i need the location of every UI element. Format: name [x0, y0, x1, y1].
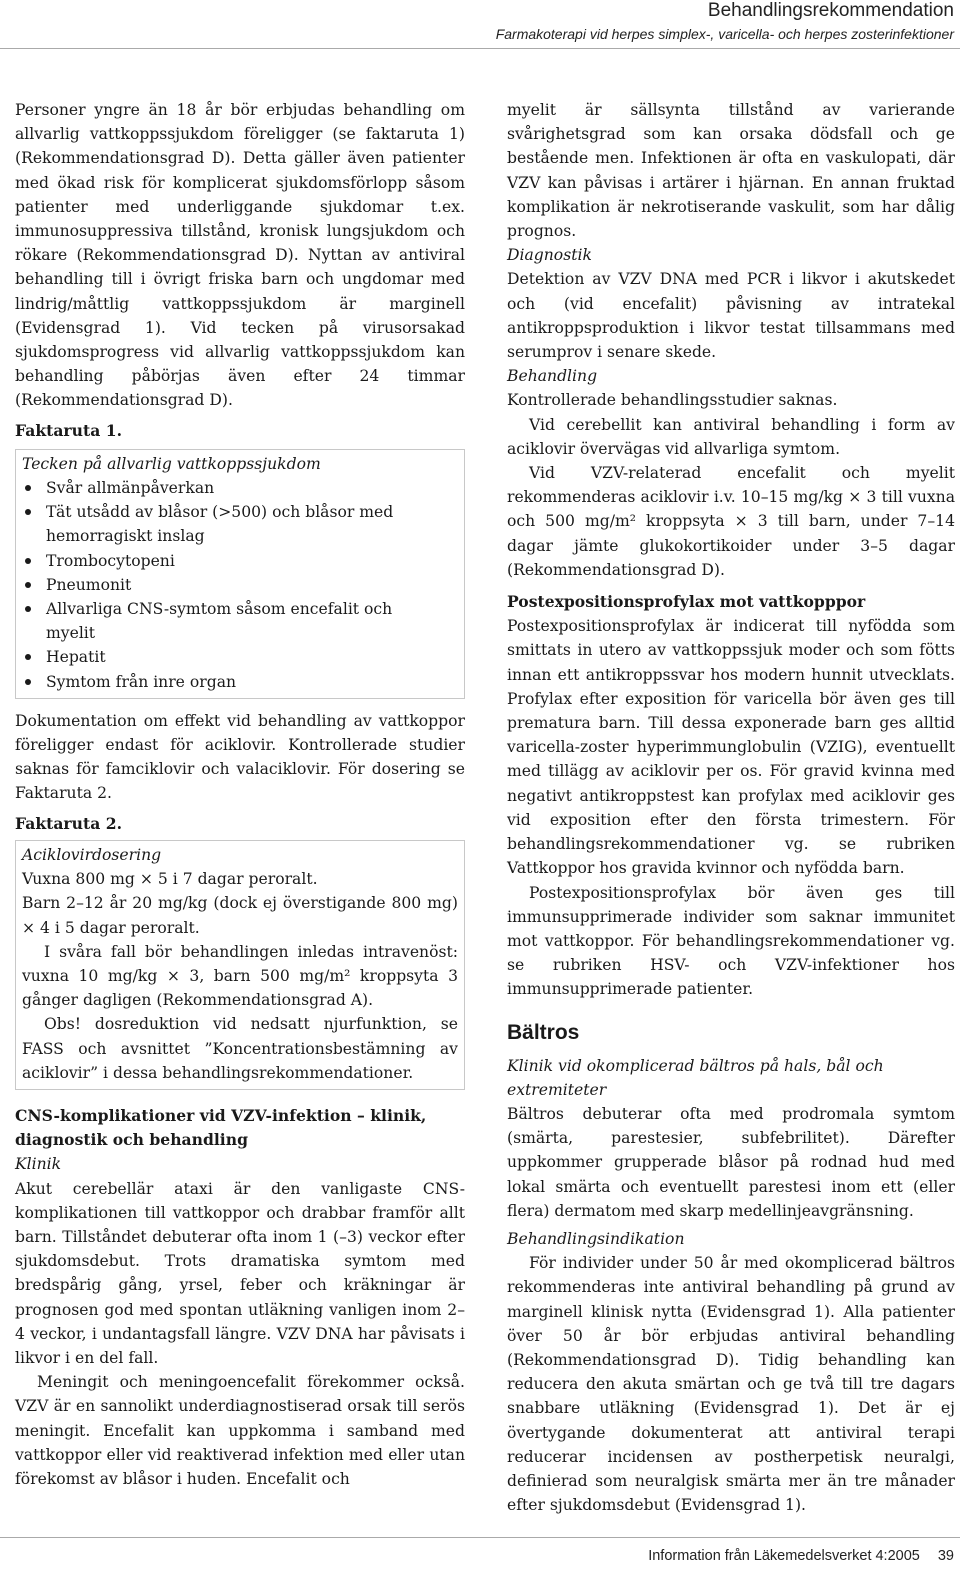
fact-box-1 — [15, 449, 465, 699]
running-header-subtitle: Farmakoterapi vid herpes simplex-, varicella- och herpes zosterinfektioner — [495, 26, 954, 42]
behandling-paragraph-2: Vid cerebellit kan antiviral behandling i form av aciklovir övervägas vid allvarliga symtom. — [507, 415, 955, 458]
list-item: Allvarliga CNS-symtom såsom encefalit och myelit — [22, 597, 458, 645]
klinik-paragraph-1: Akut cerebellär ataxi är den vanligaste CNS-komplikationen till vattkoppor och drabbar framför allt barn. Tillståndet debuterar ofta inom 1 (–3) veckor efter sjukdomsdebut. Trots dramatiska symtom med bredspårig gång, yrsel, feber och kräkningar är prognosen god med spontan utläkning vanligen inom 2–4 veckor, i undantagsfall längre. VZV DNA har påvisats i likvor i en del fall. — [15, 1179, 465, 1367]
right-column — [507, 98, 955, 1517]
klinik-paragraph-2: Meningit och meningoencefalit förekommer också. VZV är en sannolikt underdiagnostiserad orsak till serös meningit. Encefalit kan uppkomma i samband med vattkoppor eller vid reaktiverad infektion med eller utan förekomst av blåsor i huden. Encefalit och — [15, 1373, 465, 1488]
behandling-paragraph-3: Vid VZV-relaterad encefalit och myelit rekommenderas aciklovir i.v. 10–15 mg/kg × 3 till vuxna och 500 mg/m² kroppsyta × 3 till barn, under 7–14 dagar jämte glukokortikoider under 3–5 dagar (Rekommendationsgrad D). — [507, 464, 955, 579]
baltros-paragraph-2: För individer under 50 år med okomplicerad bältros rekommenderas inte antiviral behandling på grund av marginell klinisk nytta (Evidensgrad 1). Alla patienter över 50 år bör erbjudas antiviral behandling (Rekommendationsgrad D). Tidig behandling kan reducera den akuta smärtan och ge två till tre dagars snabbare utläkning (Evidensgrad 1). Det är ej övertygande dokumenterat att antiviral terapi reducerar incidensen av postherpetisk neuralgi, definierad som neuralgisk smärta mer än tre månader efter sjukdomsdebut (Evidensgrad 1). — [507, 1254, 955, 1515]
baltros-heading: Bältros — [507, 1020, 580, 1044]
footer-divider — [0, 1537, 960, 1538]
dosage-severe: I svåra fall bör behandlingen inledas intravenöst: vuxna 10 mg/kg × 3, barn 500 mg/m² kroppsyta 3 gånger dagligen (Rekommendationsgrad A). — [22, 942, 458, 1010]
page-number: 39 — [937, 1548, 954, 1564]
dosage-children: Barn 2–12 år 20 mg/kg (dock ej överstigande 800 mg) × 4 i 5 dagar peroralt. — [22, 894, 458, 937]
documentation-paragraph: Dokumentation om effekt vid behandling av vattkoppor föreligger endast för aciklovir. Kontrollerade studier saknas för famciklovir och valaciklovir. För dosering se Faktaruta 2. — [15, 711, 465, 803]
klinik-subheading: Klinik — [15, 1155, 62, 1174]
footer-source: Information från Läkemedelsverket 4:2005 — [648, 1548, 920, 1564]
page-footer — [648, 1548, 954, 1564]
intro-paragraph: Personer yngre än 18 år bör erbjudas behandling om allvarlig vattkoppssjukdom föreligger (se faktaruta 1) (Rekommendationsgrad D). Detta gäller även patienter med ökad risk för komplicerat sjukdomsförlopp såsom patienter med underliggande sjukdomar t.ex. immunosuppressiva tillstånd, kronisk lungsjukdom och rökare (Rekommendationsgrad D). Nyttan av antiviral behandling till i övrigt friska barn och ungdomar med lindrig/måttlig vattkoppssjukdom är marginell (Evidensgrad 1). Vid tecken på virusorsakad sjukdomsprogress vid allvarlig vattkoppssjukdom kan behandling påbörjas även efter 24 timmar (Rekommendationsgrad D). — [15, 101, 465, 410]
behandling-subheading: Behandling — [507, 367, 598, 386]
fact-box-1-heading: Tecken på allvarlig vattkoppssjukdom — [22, 454, 321, 473]
postexposure-paragraph-2: Postexpositionsprofylax bör även ges till immunsupprimerade individer som saknar immunitet mot vattkoppor. För behandlingsrekommendationer vg. se rubriken HSV- och VZV-infektioner hos immunsupprimerade patienter. — [507, 883, 955, 999]
list-item: Hepatit — [22, 645, 458, 669]
behandling-paragraph-1: Kontrollerade behandlingsstudier saknas. — [507, 391, 838, 410]
header-divider — [0, 48, 960, 49]
postexposure-heading: Postexpositionsprofylax mot vattkopppor — [507, 592, 866, 612]
running-header-title: Behandlingsrekommendation — [707, 0, 954, 21]
behandlingsindikation-subheading: Behandlingsindikation — [507, 1229, 685, 1248]
diagnostik-subheading: Diagnostik — [507, 246, 592, 265]
cns-section-heading: CNS-komplikationer vid VZV-infektion – klinik, diagnostik och behandling — [15, 1105, 427, 1150]
list-item: Symtom från inre organ — [22, 670, 458, 694]
list-item: Tät utsådd av blåsor (>500) och blåsor med hemorragiskt inslag — [22, 500, 458, 548]
fact-box-1-title: Faktaruta 1. — [15, 420, 123, 440]
baltros-klinik-subheading: Klinik vid okomplicerad bältros på hals, bål och extremiteter — [507, 1056, 884, 1099]
list-item: Pneumonit — [22, 573, 458, 597]
dosage-note: Obs! dosreduktion vid nedsatt njurfunktion, se FASS och avsnittet ”Koncentrationsbestämning av aciklovir” i dessa behandlingsrekommendationer. — [22, 1015, 458, 1082]
diagnostik-paragraph: Detektion av VZV DNA med PCR i likvor i akutskedet och (vid encefalit) påvisning av intratekal antikroppsproduktion i likvor testat tillsammans med serumprov i senare skede. — [507, 270, 955, 362]
left-column — [15, 98, 465, 1491]
postexposure-paragraph-1: Postexpositionsprofylax är indicerat till nyfödda som smittats in utero av vattkoppssjuk moder och som fötts innan ett antikroppssvar hos modern hunnit utvecklats. Profylax efter exposition för varicella bör även ges till prematura barn. Till dessa exponerade barn ges alltid varicella-zoster hyperimmunglobulin (VZIG), eventuellt med tillägg av aciklovir per os. För gravid kvinna med negativt antikroppstest kan profylax med aciklovir ges vid exposition efter den första trimestern. För behandlingsrekommendationer vg. se rubriken Vattkoppor hos gravida kvinnor och nyfödda barn. — [507, 617, 955, 878]
severe-signs-list — [22, 476, 458, 694]
fact-box-2-heading: Aciklovirdosering — [22, 845, 162, 864]
dosage-adults: Vuxna 800 mg × 5 i 7 dagar peroralt. — [22, 870, 318, 889]
fact-box-2 — [15, 840, 465, 1090]
fact-box-2-title: Faktaruta 2. — [15, 813, 123, 833]
continuation-paragraph: myelit är sällsynta tillstånd av varierande svårighetsgrad som kan orsaka dödsfall och ge bestående men. Infektionen är ofta en vaskulopati, där VZV kan påvisas i artärer i hjärnan. En annan fruktad komplikation är nekrotiserande vaskulit, som har dålig prognos. — [507, 101, 955, 241]
list-item: Trombocytopeni — [22, 549, 458, 573]
baltros-paragraph-1: Bältros debuterar ofta med prodromala symtom (smärta, parestesier, subfebrilitet). Därefter uppkommer grupperade blåsor på rodnad hud med lokal smärta och eventuellt parestesi inom ett (eller flera) dermatom med skarp medellinjeavgränsning. — [507, 1104, 955, 1220]
list-item: Svår allmänpåverkan — [22, 476, 458, 500]
